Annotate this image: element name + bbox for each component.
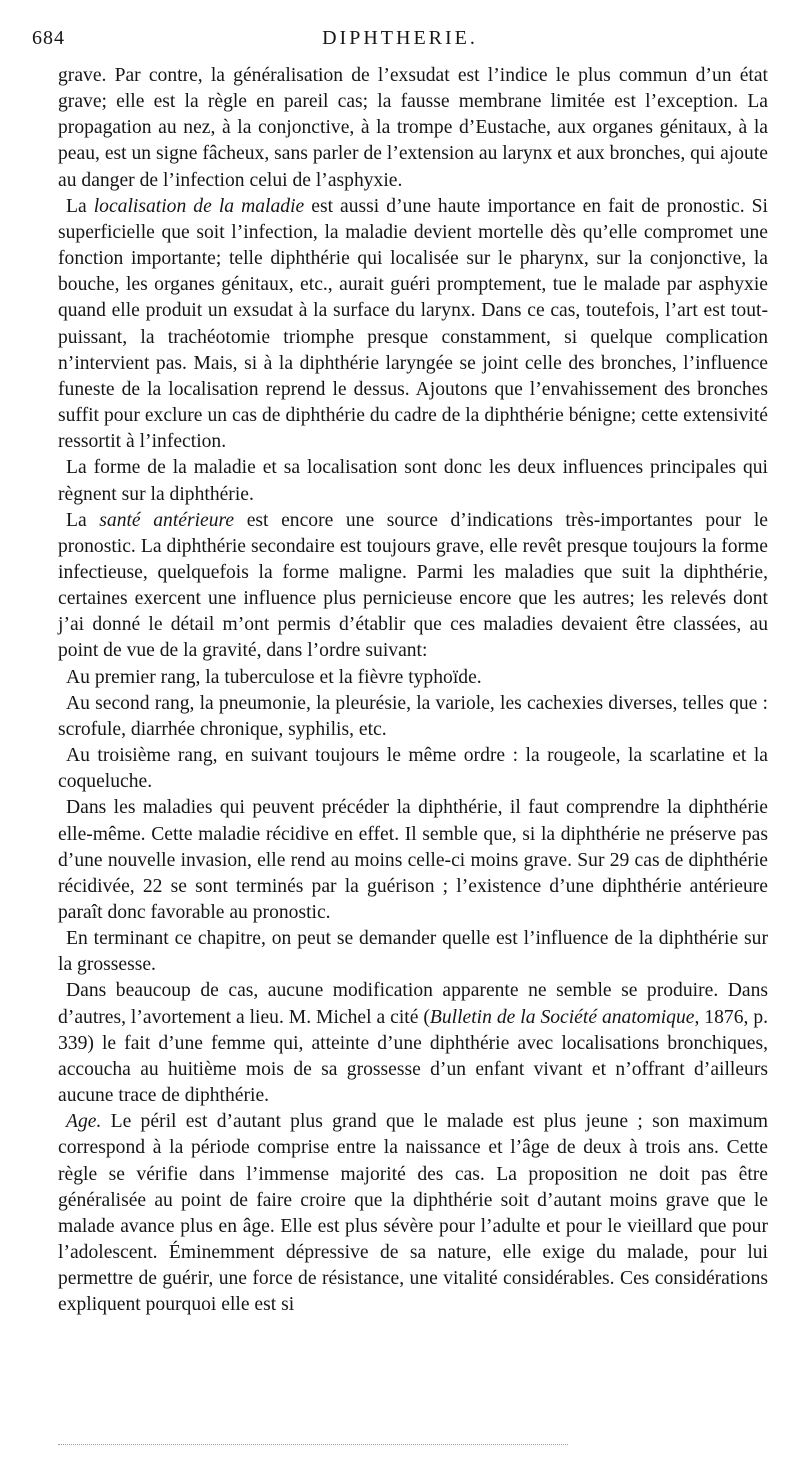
paragraph-2-lead: La — [66, 195, 94, 217]
page-number: 684 — [32, 27, 65, 49]
paragraph-11 — [58, 1109, 768, 1318]
paragraph-11-text: Le péril est d’autant plus grand que le malade est plus jeune ; son maximum correspond à la période comprise entre la naissance et l’âge de deux à trois ans. Cette règle se vérifie dans l’immense majorité des cas. La proposition ne doit pas être généralisée au point de faire croire que la diphthérie soit d’autant moins grave que le malade avance plus en âge. Elle est plus sévère pour l’adulte et pour le vieillard que pour l’adolescent. Éminemment dépressive de sa nature, elle exige du malade, pour lui permettre de guérir, une force de résistance, une vitalité considérables. Ces considérations expliquent pourquoi elle est si — [58, 1111, 768, 1316]
paragraph-7: Au troisième rang, en suivant toujours le même ordre : la rougeole, la scarlatine et la coqueluche. — [58, 745, 768, 793]
paragraph-2-text: est aussi d’une haute importance en fait de pronostic. Si superficielle que soit l’infection, la maladie devient mortelle dès qu’elle compromet une fonction importante; telle diphthérie qui localisée sur le pharynx, sur la conjonctive, la bouche, les organes génitaux, etc., aurait guéri promptement, tue le malade par asphyxie quand elle produit un exsudat à la surface du larynx. Dans ce cas, toutefois, l’art est tout-puissant, la trachéotomie triomphe presque constamment, si quelque complication n’intervient pas. Mais, si à la diphthérie laryngée se joint celle des bronches, l’influence funeste de la localisation reprend le dessus. Ajoutons que l’envahissement des bronches suffit pour exclure un cas de diphthérie du cadre de la diphthérie bénigne; cette extensivité ressortit à l’infection. — [58, 195, 768, 453]
paragraph-8: Dans les maladies qui peuvent précéder la diphthérie, il faut comprendre la diphthérie elle-même. Cette maladie récidive en effet. Il semble que, si la diphthérie ne préserve pas d’une nouvelle invasion, elle rend au moins celle-ci moins grave. Sur 29 cas de diphthérie récidivée, 22 se sont terminés par la guérison ; l’existence d’une diphthérie antérieure paraît donc favorable au pronostic. — [58, 797, 768, 923]
paragraph-1: grave. Par contre, la généralisation de l’exsudat est l’indice le plus commun d’un état grave; elle est la règle en pareil cas; la fausse membrane limitée est l’exception. La propagation au nez, à la conjonctive, à la trompe d’Eustache, aux organes génitaux, à la peau, est un signe fâcheux, sans parler de l’extension au larynx et aux bronches, qui ajoute au danger de l’infection celui de l’asphyxie. — [58, 65, 768, 191]
body-text — [58, 63, 768, 1319]
paragraph-4 — [58, 508, 768, 665]
page-header — [32, 27, 768, 57]
paragraph-10 — [58, 978, 768, 1109]
paragraph-10-text-after: , 1876, p. 339) le fait d’une femme qui, atteinte d’une diphthérie avec localisations bronchiques, accoucha au huitième mois de sa grossesse d’un enfant vivant et n’offrant d’ailleurs aucune trace de diphthérie. — [58, 1006, 769, 1107]
paragraph-4-text: est encore une source d’indications très-importantes pour le pronostic. La diphthérie secondaire est toujours grave, elle revêt presque toujours la forme infectieuse, quelquefois la forme maligne. Parmi les maladies que suit la diphthérie, certaines exercent une influence plus pernicieuse encore que les autres; les relevés dont j’ai donné le détail m’ont permis d’établir que ces maladies devaient être classées, au point de vue de la gravité, dans l’ordre suivant: — [58, 509, 768, 662]
citation-title: Bulletin de la Société anatomique — [429, 1006, 695, 1028]
paragraph-6: Au second rang, la pneumonie, la pleurésie, la variole, les cachexies diverses, telles que : scrofule, diarrhée chronique, syphilis, etc. — [58, 692, 768, 740]
footer-rule — [58, 1444, 568, 1445]
paragraph-10-text: Dans beaucoup de cas, aucune modification apparente ne semble se produire. Dans d’autres, l’avortement a lieu. M. Michel a cité ( — [58, 980, 768, 1028]
paragraph-2-term: localisation de la maladie — [93, 195, 305, 217]
running-title: DIPHTHERIE. — [322, 27, 478, 49]
paragraph-4-lead: La — [66, 509, 100, 531]
paragraph-2 — [58, 194, 768, 456]
paragraph-4-term: santé antérieure — [99, 509, 235, 531]
paragraph-3: La forme de la maladie et sa localisation sont donc les deux influences principales qui règnent sur la diphthérie. — [58, 457, 768, 505]
paragraph-5: Au premier rang, la tuberculose et la fièvre typhoïde. — [66, 666, 482, 688]
paragraph-9: En terminant ce chapitre, on peut se demander quelle est l’influence de la diphthérie sur la grossesse. — [58, 928, 768, 976]
section-heading-age: Age. — [66, 1111, 102, 1133]
